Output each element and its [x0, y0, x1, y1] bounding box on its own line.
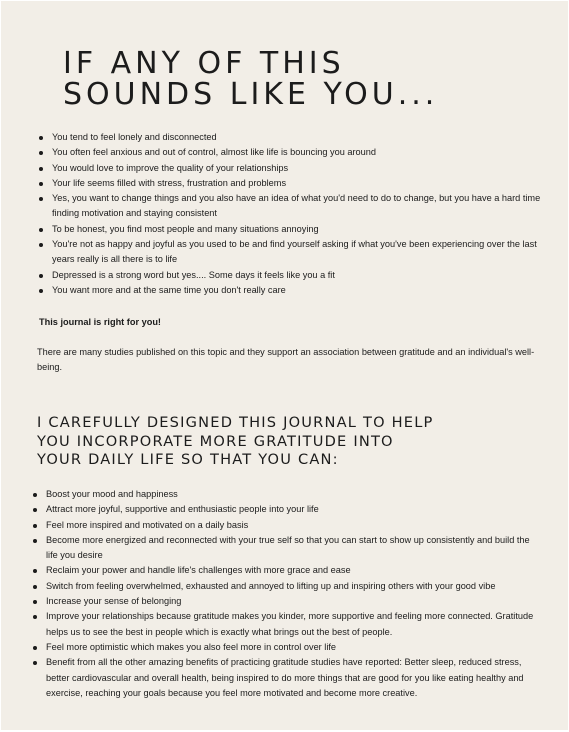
- list-item: You often feel anxious and out of control, almost like life is bouncing you around: [37, 145, 547, 160]
- list-item: Benefit from all the other amazing benefits of practicing gratitude studies have reported: Better sleep, reduced stress, better cardiovascular and overall health, being inspired to do more things that are good for you like eating healthy and exercise, reaching your goals because you feel more motivated and become more creative.: [31, 655, 543, 701]
- list-item: Yes, you want to change things and you also have an idea of what you'd need to do to change, but you have a hard time finding motivation and staying consistent: [37, 191, 547, 222]
- heading-line: I CAREFULLY DESIGNED THIS JOURNAL TO HELP: [37, 414, 434, 431]
- list-item: Boost your mood and happiness: [31, 487, 543, 502]
- heading-line: YOUR DAILY LIFE SO THAT YOU CAN:: [37, 451, 339, 469]
- list-item: Switch from feeling overwhelmed, exhausted and annoyed to lifting up and inspiring others with your good vibe: [31, 579, 543, 594]
- heading-journal-designed: [37, 414, 434, 470]
- heading-line: IF ANY OF THIS: [63, 46, 345, 81]
- symptom-list: [37, 130, 547, 298]
- studies-paragraph: There are many studies published on this topic and they support an association between gratitude and an individual's well-being.: [37, 347, 535, 373]
- list-item: Your life seems filled with stress, frustration and problems: [37, 176, 547, 191]
- heading-line: YOU INCORPORATE MORE GRATITUDE INTO: [37, 432, 394, 450]
- heading-sounds-like-you: [63, 48, 438, 110]
- list-item: You tend to feel lonely and disconnected: [37, 130, 547, 145]
- list-item: Feel more optimistic which makes you also feel more in control over life: [31, 640, 543, 655]
- list-item: Improve your relationships because gratitude makes you kinder, more supportive and feeling more connected. Gratitude helps us to see the best in people which is exactly what brings out the best of people.: [31, 609, 543, 640]
- journal-right-for-you: This journal is right for you!: [39, 317, 161, 327]
- list-item: Attract more joyful, supportive and enthusiastic people into your life: [31, 502, 543, 517]
- list-item: Become more energized and reconnected with your true self so that you can start to show up consistently and build the life you desire: [31, 533, 543, 564]
- list-item: To be honest, you find most people and many situations annoying: [37, 222, 547, 237]
- list-item: Depressed is a strong word but yes.... Some days it feels like you a fit: [37, 268, 547, 283]
- list-item: You're not as happy and joyful as you used to be and find yourself asking if what you've been experiencing over the last years really is all there is to life: [37, 237, 547, 268]
- heading-line: SOUNDS LIKE YOU...: [63, 77, 439, 112]
- document-page: [1, 1, 568, 730]
- list-item: You want more and at the same time you don't really care: [37, 283, 547, 298]
- list-item: Reclaim your power and handle life's challenges with more grace and ease: [31, 563, 543, 578]
- list-item: You would love to improve the quality of your relationships: [37, 161, 547, 176]
- benefits-list: [31, 487, 543, 701]
- list-item: Feel more inspired and motivated on a daily basis: [31, 518, 543, 533]
- list-item: Increase your sense of belonging: [31, 594, 543, 609]
